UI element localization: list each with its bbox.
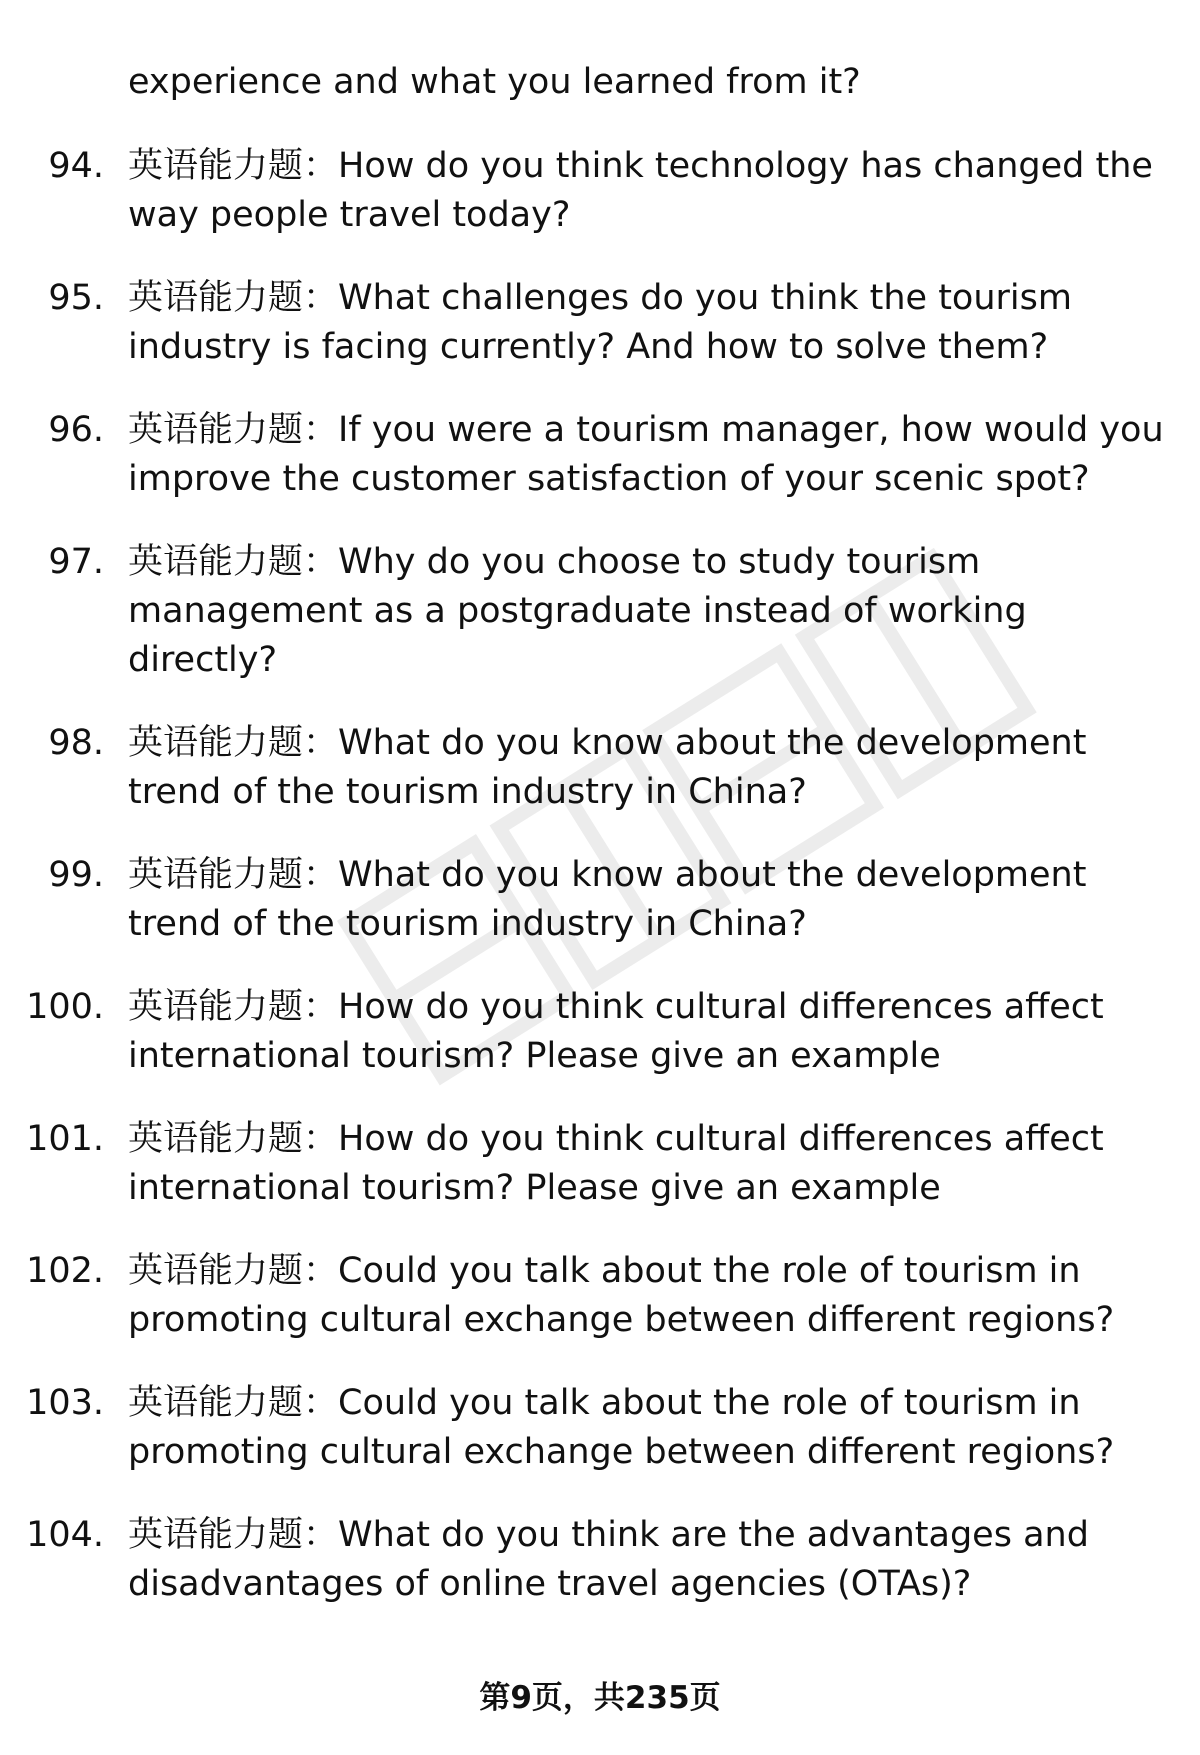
question-tag: 英语能力题： [128, 987, 339, 1027]
question-list [0, 142, 1200, 1643]
item-number: 102. [26, 1251, 104, 1291]
question-line: improve the customer satisfaction of your scenic spot? [128, 459, 1090, 499]
list-item [0, 719, 1200, 851]
question-text [128, 719, 1158, 817]
question-text [128, 142, 1158, 240]
question-text [128, 1511, 1158, 1609]
list-item [0, 1511, 1200, 1643]
question-tag: 英语能力题： [128, 410, 339, 450]
question-tag: 英语能力题： [128, 1119, 339, 1159]
question-line: How do you think cultural differences affect [338, 1119, 1104, 1159]
item-number: 103. [26, 1383, 104, 1423]
list-item [0, 1247, 1200, 1379]
question-line: What do you know about the development [338, 855, 1087, 895]
question-line: If you were a tourism manager, how would you [338, 410, 1164, 450]
question-line: What do you think are the advantages and [338, 1515, 1089, 1555]
question-tag: 英语能力题： [128, 278, 339, 318]
question-line: Could you talk about the role of tourism in [338, 1383, 1081, 1423]
question-line: management as a postgraduate instead of working [128, 591, 1027, 631]
question-text [128, 1115, 1158, 1213]
item-number: 99. [48, 855, 104, 895]
question-text [128, 274, 1158, 372]
item-number: 95. [48, 278, 104, 318]
list-item [0, 1379, 1200, 1511]
item-number: 104. [26, 1515, 104, 1555]
question-line: trend of the tourism industry in China? [128, 772, 807, 812]
item-number: 94. [48, 146, 104, 186]
list-item [0, 1115, 1200, 1247]
question-tag: 英语能力题： [128, 1383, 339, 1423]
question-line: What challenges do you think the tourism [338, 278, 1072, 318]
question-line: international tourism? Please give an example [128, 1036, 941, 1076]
question-line: trend of the tourism industry in China? [128, 904, 807, 944]
question-line: How do you think cultural differences affect [338, 987, 1104, 1027]
question-tag: 英语能力题： [128, 1515, 339, 1555]
question-line: Why do you choose to study tourism [338, 542, 981, 582]
page-footer: 第9页，共235页 [479, 1680, 721, 1716]
list-item [0, 538, 1200, 719]
continuation-line: experience and what you learned from it? [128, 62, 861, 102]
question-text [128, 1379, 1158, 1477]
item-number: 101. [26, 1119, 104, 1159]
list-item [0, 983, 1200, 1115]
item-number: 100. [26, 987, 104, 1027]
question-tag: 英语能力题： [128, 146, 339, 186]
question-tag: 英语能力题： [128, 855, 339, 895]
list-item [0, 274, 1200, 406]
question-text [128, 406, 1164, 504]
question-text [128, 983, 1158, 1081]
question-line: promoting cultural exchange between different regions? [128, 1300, 1115, 1340]
question-text [128, 851, 1158, 949]
question-line: Could you talk about the role of tourism in [338, 1251, 1081, 1291]
question-tag: 英语能力题： [128, 723, 339, 763]
question-tag: 英语能力题： [128, 542, 339, 582]
question-line: way people travel today? [128, 195, 571, 235]
list-item [0, 851, 1200, 983]
question-line: international tourism? Please give an example [128, 1168, 941, 1208]
item-number: 96. [48, 410, 104, 450]
question-line: promoting cultural exchange between different regions? [128, 1432, 1115, 1472]
list-item [0, 406, 1200, 538]
question-text [128, 1247, 1158, 1345]
question-line: disadvantages of online travel agencies (OTAs)? [128, 1564, 972, 1604]
question-line: directly? [128, 640, 278, 680]
item-number: 97. [48, 542, 104, 582]
question-tag: 英语能力题： [128, 1251, 339, 1291]
item-number: 98. [48, 723, 104, 763]
question-line: How do you think technology has changed the [338, 146, 1153, 186]
list-item [0, 142, 1200, 274]
question-line: industry is facing currently? And how to solve them? [128, 327, 1049, 367]
question-line: What do you know about the development [338, 723, 1087, 763]
question-text [128, 538, 1158, 685]
